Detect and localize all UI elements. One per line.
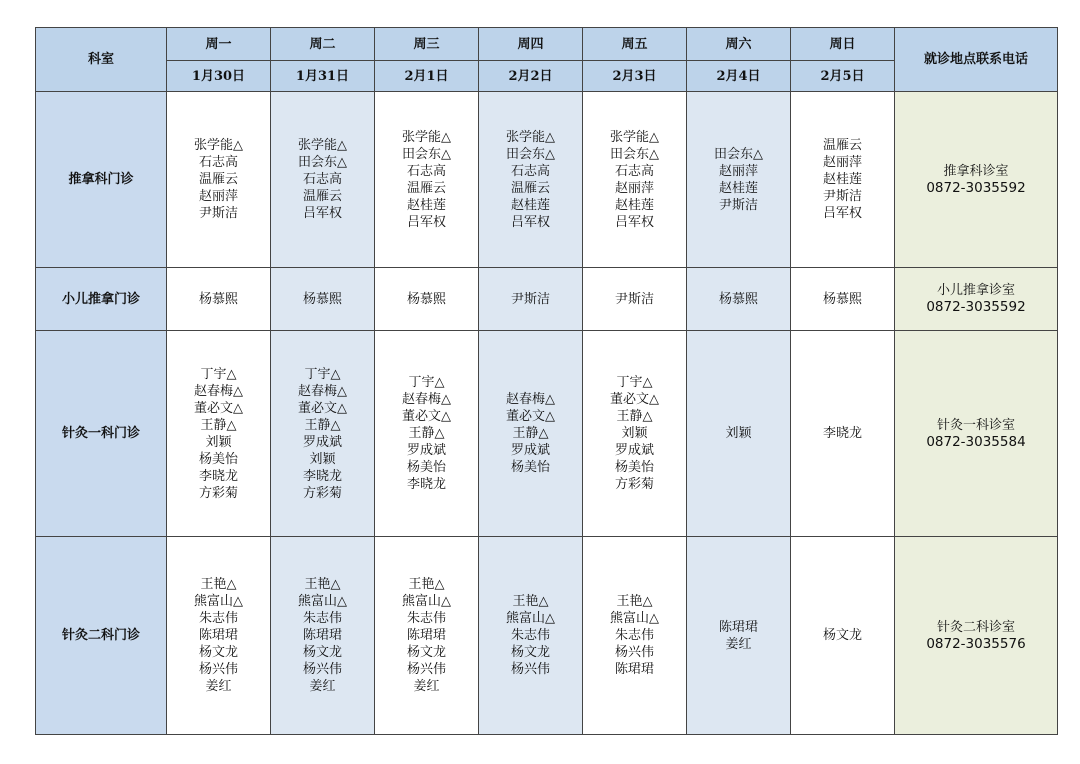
phone-number: 0872-3035592 (926, 299, 1026, 315)
doctor-name: 朱志伟 (406, 611, 446, 626)
doctor-name: 田会东△ (402, 146, 451, 162)
doctor-name: 赵桂莲 (822, 172, 862, 187)
doctor-name: 罗成斌 (614, 443, 654, 458)
doctor-list-cell (791, 92, 895, 268)
doctor-name: 杨兴伟 (406, 662, 446, 677)
location-contact-cell (895, 537, 1058, 735)
table-row (36, 537, 1058, 735)
doctor-list-cell (167, 92, 271, 268)
doctor-name: 董必文△ (506, 409, 555, 424)
doctor-name: 杨兴伟 (510, 662, 550, 677)
doctor-list-cell (271, 331, 375, 537)
weekday-header-mon: 周一 (167, 28, 271, 61)
doctor-name: 赵丽萍 (614, 180, 654, 196)
doctor-list-cell (479, 268, 583, 331)
doctor-name: 姜红 (205, 679, 232, 694)
doctor-name: 姜红 (309, 679, 336, 694)
date-header-mon: 1月30日 (167, 61, 271, 92)
doctor-name: 张学能△ (610, 129, 659, 145)
doctor-name: 刘颖 (621, 426, 648, 441)
doctor-name: 张学能△ (402, 129, 451, 145)
doctor-name: 陈珺珺 (614, 662, 654, 677)
doctor-name: 张学能△ (298, 138, 347, 153)
doctor-list-cell (583, 268, 687, 331)
doctor-name: 方彩菊 (198, 485, 238, 501)
doctor-name: 赵春梅△ (298, 383, 347, 399)
location-contact-cell (895, 92, 1058, 268)
doctor-name: 熊富山△ (402, 594, 451, 609)
doctor-name: 田会东△ (714, 146, 763, 162)
doctor-list-cell (375, 268, 479, 331)
doctor-name: 熊富山△ (194, 594, 243, 609)
doctor-name: 罗成斌 (510, 443, 550, 458)
phone-number: 0872-3035584 (926, 433, 1026, 450)
doctor-name: 杨兴伟 (302, 662, 342, 677)
date-header-sun: 2月5日 (791, 61, 895, 92)
doctor-name: 温雁云 (302, 189, 342, 204)
table-row (36, 92, 1058, 268)
schedule-body (36, 92, 1058, 735)
contact-column-header: 就诊地点联系电话 (895, 28, 1058, 92)
doctor-name: 陈珺珺 (718, 619, 758, 635)
doctor-list-cell (687, 268, 791, 331)
doctor-name: 张学能△ (194, 138, 243, 153)
doctor-name: 田会东△ (298, 155, 347, 170)
doctor-list-cell (687, 537, 791, 735)
doctor-name: 石志高 (510, 163, 550, 179)
doctor-name: 杨文龙 (406, 645, 446, 660)
doctor-name: 朱志伟 (302, 611, 342, 626)
doctor-name: 温雁云 (510, 180, 550, 196)
doctor-name: 尹斯洁 (718, 197, 758, 213)
doctor-name: 李晓龙 (406, 477, 446, 492)
doctor-name: 赵桂莲 (614, 197, 654, 213)
doctor-name: 吕军权 (302, 206, 342, 221)
doctor-name: 温雁云 (822, 138, 862, 153)
doctor-name: 杨慕熙 (198, 291, 238, 307)
doctor-name: 罗成斌 (406, 443, 446, 458)
dept-column-header: 科室 (36, 28, 167, 92)
doctor-name: 杨慕熙 (718, 291, 758, 307)
doctor-name: 姜红 (725, 636, 752, 652)
doctor-name: 李晓龙 (822, 426, 862, 441)
doctor-list-cell (479, 92, 583, 268)
doctor-name: 王静△ (408, 426, 445, 441)
dept-name-cell: 推拿科门诊 (36, 92, 167, 268)
doctor-name: 王艳△ (200, 577, 237, 592)
doctor-name: 田会东△ (610, 146, 659, 162)
doctor-name: 赵桂莲 (718, 180, 758, 196)
doctor-list-cell (687, 92, 791, 268)
doctor-name: 尹斯洁 (614, 291, 654, 307)
doctor-list-cell (167, 268, 271, 331)
doctor-name: 尹斯洁 (822, 189, 862, 204)
doctor-name: 陈珺珺 (198, 628, 238, 643)
doctor-name: 杨兴伟 (614, 645, 654, 660)
doctor-name: 刘颖 (205, 434, 232, 450)
doctor-name: 杨美怡 (614, 460, 654, 475)
doctor-name: 王艳△ (408, 577, 445, 592)
date-header-wed: 2月1日 (375, 61, 479, 92)
doctor-name: 石志高 (302, 172, 342, 187)
weekday-header-wed: 周三 (375, 28, 479, 61)
doctor-list-cell (271, 537, 375, 735)
weekday-header-fri: 周五 (583, 28, 687, 61)
schedule-table-wrapper (35, 27, 1058, 735)
doctor-name: 王静△ (304, 417, 341, 433)
doctor-name: 李晓龙 (302, 468, 342, 484)
doctor-list-cell (271, 268, 375, 331)
doctor-name: 赵桂莲 (510, 197, 550, 213)
doctor-list-cell (375, 92, 479, 268)
doctor-name: 丁宇△ (200, 366, 237, 382)
doctor-name: 尹斯洁 (510, 291, 550, 307)
doctor-name: 温雁云 (406, 180, 446, 196)
doctor-name: 董必文△ (402, 409, 451, 424)
doctor-list-cell (791, 268, 895, 331)
doctor-list-cell (479, 331, 583, 537)
outpatient-schedule-table (35, 27, 1058, 735)
doctor-name: 石志高 (614, 163, 654, 179)
doctor-name: 尹斯洁 (198, 206, 238, 221)
doctor-name: 温雁云 (198, 172, 238, 187)
doctor-name: 方彩菊 (614, 477, 654, 492)
doctor-name: 石志高 (406, 163, 446, 179)
doctor-name: 朱志伟 (614, 628, 654, 643)
doctor-name: 杨美怡 (198, 451, 238, 467)
doctor-name: 刘颖 (725, 426, 752, 441)
date-header-thu: 2月2日 (479, 61, 583, 92)
doctor-name: 熊富山△ (506, 611, 555, 626)
doctor-name: 董必文△ (298, 400, 347, 416)
weekday-header-tue: 周二 (271, 28, 375, 61)
doctor-name: 杨慕熙 (406, 291, 446, 307)
doctor-name: 朱志伟 (510, 628, 550, 643)
clinic-room-name: 推拿科诊室 (943, 163, 1009, 179)
dept-name-cell: 针灸二科门诊 (36, 537, 167, 735)
doctor-name: 杨文龙 (198, 645, 238, 660)
doctor-name: 杨慕熙 (822, 291, 862, 307)
doctor-name: 丁宇△ (408, 375, 445, 390)
doctor-list-cell (583, 92, 687, 268)
dept-name-cell: 小儿推拿门诊 (36, 268, 167, 331)
clinic-room-name: 针灸二科诊室 (936, 619, 1015, 635)
doctor-list-cell (167, 537, 271, 735)
doctor-name: 杨兴伟 (198, 662, 238, 677)
doctor-name: 杨慕熙 (302, 291, 342, 307)
doctor-name: 方彩菊 (302, 485, 342, 501)
doctor-list-cell (583, 537, 687, 735)
doctor-list-cell (791, 537, 895, 735)
doctor-name: 陈珺珺 (302, 628, 342, 643)
doctor-name: 熊富山△ (610, 611, 659, 626)
dept-name-cell: 针灸一科门诊 (36, 331, 167, 537)
doctor-name: 王静△ (512, 426, 549, 441)
doctor-list-cell (375, 537, 479, 735)
doctor-name: 王艳△ (304, 577, 341, 592)
doctor-list-cell (167, 331, 271, 537)
doctor-list-cell (791, 331, 895, 537)
doctor-name: 董必文△ (610, 392, 659, 407)
doctor-list-cell (375, 331, 479, 537)
location-contact-cell (895, 268, 1058, 331)
doctor-name: 石志高 (198, 155, 238, 170)
doctor-name: 吕军权 (822, 206, 862, 221)
table-row (36, 268, 1058, 331)
table-row (36, 331, 1058, 537)
clinic-room-name: 小儿推拿诊室 (936, 283, 1015, 298)
doctor-name: 杨美怡 (510, 460, 550, 475)
location-contact-cell (895, 331, 1058, 537)
doctor-name: 赵丽萍 (718, 163, 758, 179)
doctor-name: 赵春梅△ (506, 392, 555, 407)
doctor-name: 杨文龙 (822, 628, 862, 643)
date-header-fri: 2月3日 (583, 61, 687, 92)
doctor-name: 姜红 (413, 679, 440, 694)
doctor-name: 王静△ (616, 409, 653, 424)
doctor-name: 王艳△ (512, 594, 549, 609)
doctor-name: 熊富山△ (298, 594, 347, 609)
doctor-name: 赵春梅△ (194, 383, 243, 399)
doctor-name: 丁宇△ (616, 375, 653, 390)
doctor-name: 刘颖 (309, 451, 336, 467)
doctor-name: 陈珺珺 (406, 628, 446, 643)
doctor-name: 赵桂莲 (406, 197, 446, 213)
doctor-list-cell (583, 331, 687, 537)
doctor-name: 杨美怡 (406, 460, 446, 475)
doctor-name: 朱志伟 (198, 611, 238, 626)
doctor-name: 吕军权 (510, 214, 550, 230)
phone-number: 0872-3035592 (926, 179, 1026, 196)
header-weekday-row (36, 28, 1058, 61)
doctor-name: 赵春梅△ (402, 392, 451, 407)
doctor-name: 罗成斌 (302, 434, 342, 450)
doctor-name: 杨文龙 (302, 645, 342, 660)
doctor-list-cell (271, 92, 375, 268)
doctor-name: 赵丽萍 (198, 189, 238, 204)
weekday-header-sat: 周六 (687, 28, 791, 61)
doctor-name: 张学能△ (506, 129, 555, 145)
doctor-name: 吕军权 (614, 214, 654, 230)
doctor-name: 李晓龙 (198, 468, 238, 484)
doctor-list-cell (479, 537, 583, 735)
weekday-header-sun: 周日 (791, 28, 895, 61)
doctor-name: 王艳△ (616, 594, 653, 609)
doctor-name: 丁宇△ (304, 366, 341, 382)
doctor-name: 田会东△ (506, 146, 555, 162)
date-header-tue: 1月31日 (271, 61, 375, 92)
doctor-name: 王静△ (200, 417, 237, 433)
doctor-list-cell (687, 331, 791, 537)
weekday-header-thu: 周四 (479, 28, 583, 61)
doctor-name: 赵丽萍 (822, 155, 862, 170)
clinic-room-name: 针灸一科诊室 (936, 417, 1015, 433)
doctor-name: 吕军权 (406, 214, 446, 230)
date-header-sat: 2月4日 (687, 61, 791, 92)
phone-number: 0872-3035576 (926, 635, 1026, 652)
doctor-name: 董必文△ (194, 400, 243, 416)
doctor-name: 杨文龙 (510, 645, 550, 660)
